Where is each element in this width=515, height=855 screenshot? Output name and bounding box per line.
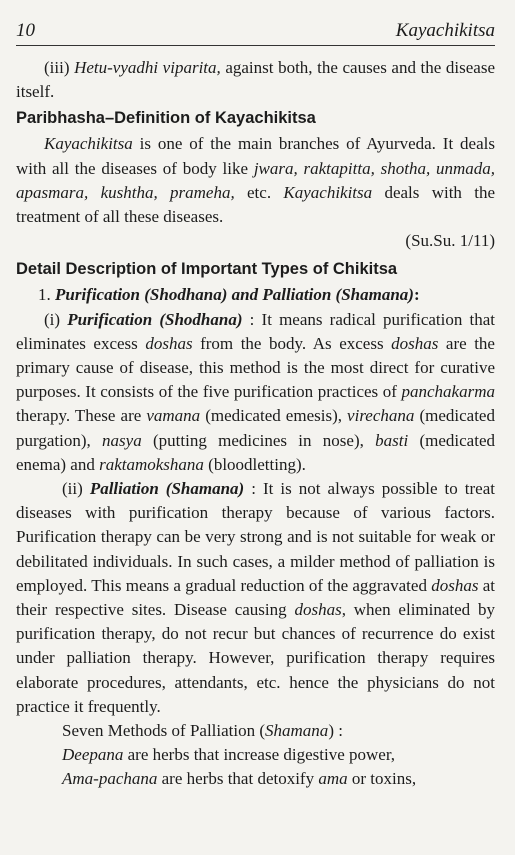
hetu-vyadhi-paragraph: (iii) Hetu-vyadhi viparita, against both, the causes and the disease itself.: [16, 58, 495, 102]
subsection-title: 1. Purification (Shodhana) and Palliation (Shamana):: [38, 285, 420, 305]
seven-methods-title: Seven Methods of Palliation (Shamana) :: [62, 721, 343, 741]
deepana-line: Deepana are herbs that increase digestive power,: [62, 745, 396, 765]
definition-paragraph: Kayachikitsa is one of the main branches of Ayurveda. It deals with all the diseases of body like jwara, raktapitta, shotha, unmada, apasmara, kushtha, prameha, etc. Kayachikitsa deals with the treatment of all these diseases.: [16, 134, 495, 227]
page-number: 10: [16, 20, 35, 41]
purification-paragraph: (i) Purification (Shodhana) : It means radical purification that eliminates excess doshas from the body. As excess doshas are the primary cause of disease, this method is the most direct for curative purposes. It consists of the five purification practices of panchakarma therapy. These are vamana (medicated emesis), virechana (medicated purgation), nasya (putting medicines in nose), basti (medicated enema) and raktamokshana (bloodletting).: [16, 309, 496, 474]
types-heading: Detail Description of Important Types of Chikitsa: [16, 260, 398, 279]
page-header: [16, 20, 495, 46]
running-title: Kayachikitsa: [395, 20, 495, 41]
palliation-paragraph: (ii) Palliation (Shamana) : It is not always possible to treat diseases with purification therapy because of various factors. Purification therapy can be very strong and is not suitable for weak or debilitated individuals. In such cases, a milder method of palliation is employed. This means a gradual reduction of the aggravated doshas at their respective sites. Disease causing doshas, when eliminated by purification therapy, do not recur but chances of recurrence do exist under palliation therapy. However, purification therapy requires elaborate procedures, attendants, etc. hence the physicians do not practice it frequently.: [16, 479, 496, 716]
reference: (Su.Su. 1/11): [405, 231, 495, 251]
definition-heading: Paribhasha–Definition of Kayachikitsa: [16, 109, 316, 128]
ama-pachana-line: Ama-pachana are herbs that detoxify ama or toxins,: [62, 769, 417, 789]
